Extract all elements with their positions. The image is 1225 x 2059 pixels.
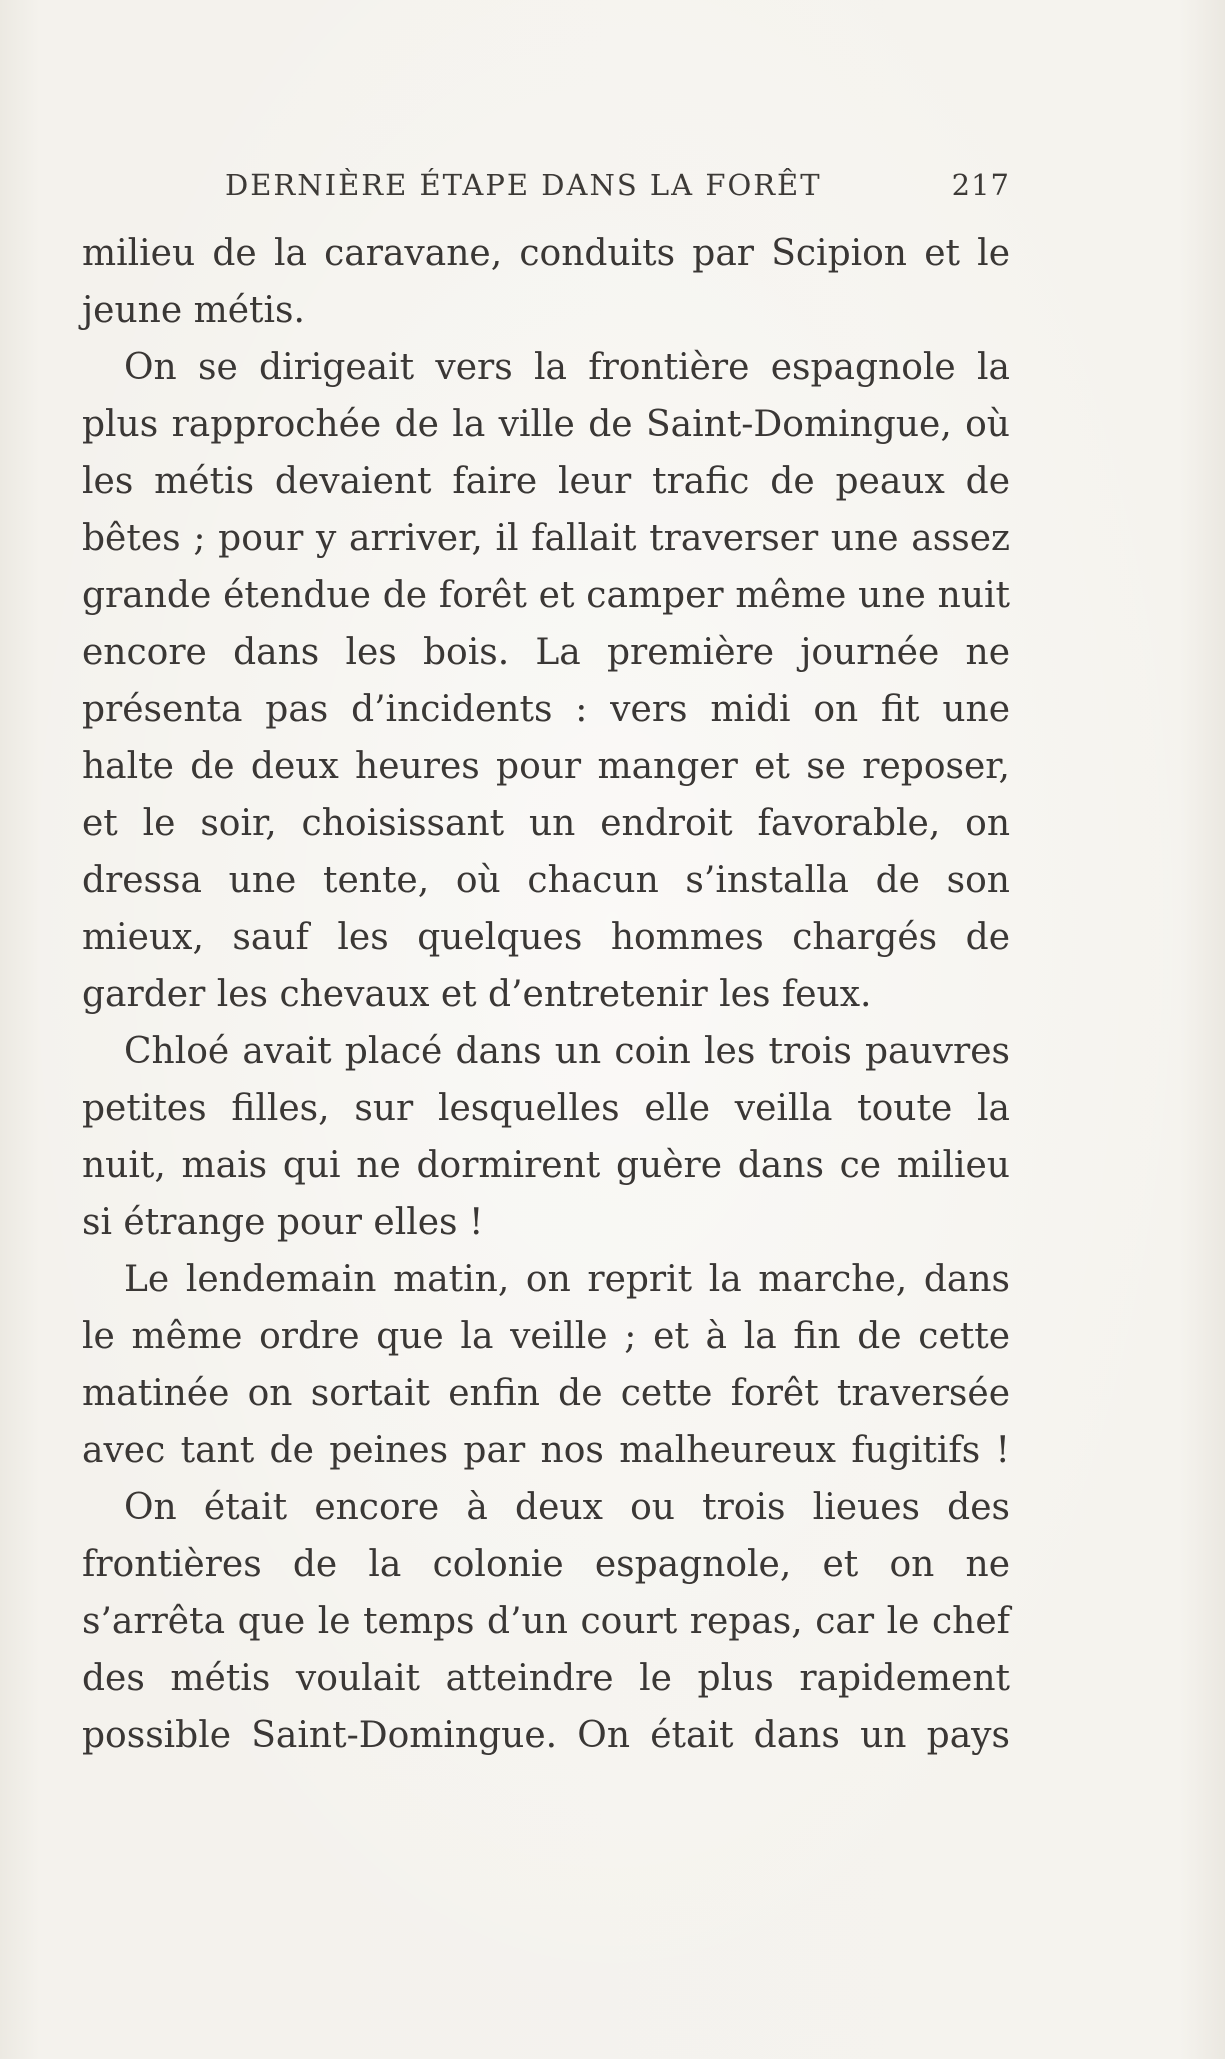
page-number: 217: [951, 168, 1010, 202]
body-text: [82, 225, 1010, 1764]
paragraph: On se dirigeait vers la frontière espagnole la plus rapprochée de la ville de Saint-Domingue, où les métis devaient faire leur trafic de peaux de bêtes ; pour y arriver, il fallait traverser une assez grande étendue de forêt et camper même une nuit encore dans les bois. La première journée ne présenta pas d’incidents : vers midi on fit une halte de deux heures pour manger et se reposer, et le soir, choisissant un endroit favorable, on dressa une tente, où chacun s’installa de son mieux, sauf les quelques hommes chargés de garder les chevaux et d’entretenir les feux.: [82, 347, 1010, 1015]
paragraph: milieu de la caravane, conduits par Scipion et le jeune métis.: [82, 233, 1010, 331]
running-title: DERNIÈRE ÉTAPE DANS LA FORÊT: [225, 168, 822, 202]
paragraph: Chloé avait placé dans un coin les trois pauvres petites filles, sur lesquelles elle veilla toute la nuit, mais qui ne dormirent guère dans ce milieu si étrange pour elles !: [82, 1031, 1010, 1243]
running-header: [225, 168, 1010, 212]
paragraph: Le lendemain matin, on reprit la marche, dans le même ordre que la veille ; et à la fin de cette matinée on sortait enfin de cette forêt traversée avec tant de peines par nos malheureux fugitifs !: [82, 1259, 1010, 1471]
paragraph: On était encore à deux ou trois lieues des frontières de la colonie espagnole, et on ne s’arrêta que le temps d’un court repas, car le chef des métis voulait atteindre le plus rapidement possible Saint-Domingue. On était dans un pays: [82, 1487, 1010, 1756]
